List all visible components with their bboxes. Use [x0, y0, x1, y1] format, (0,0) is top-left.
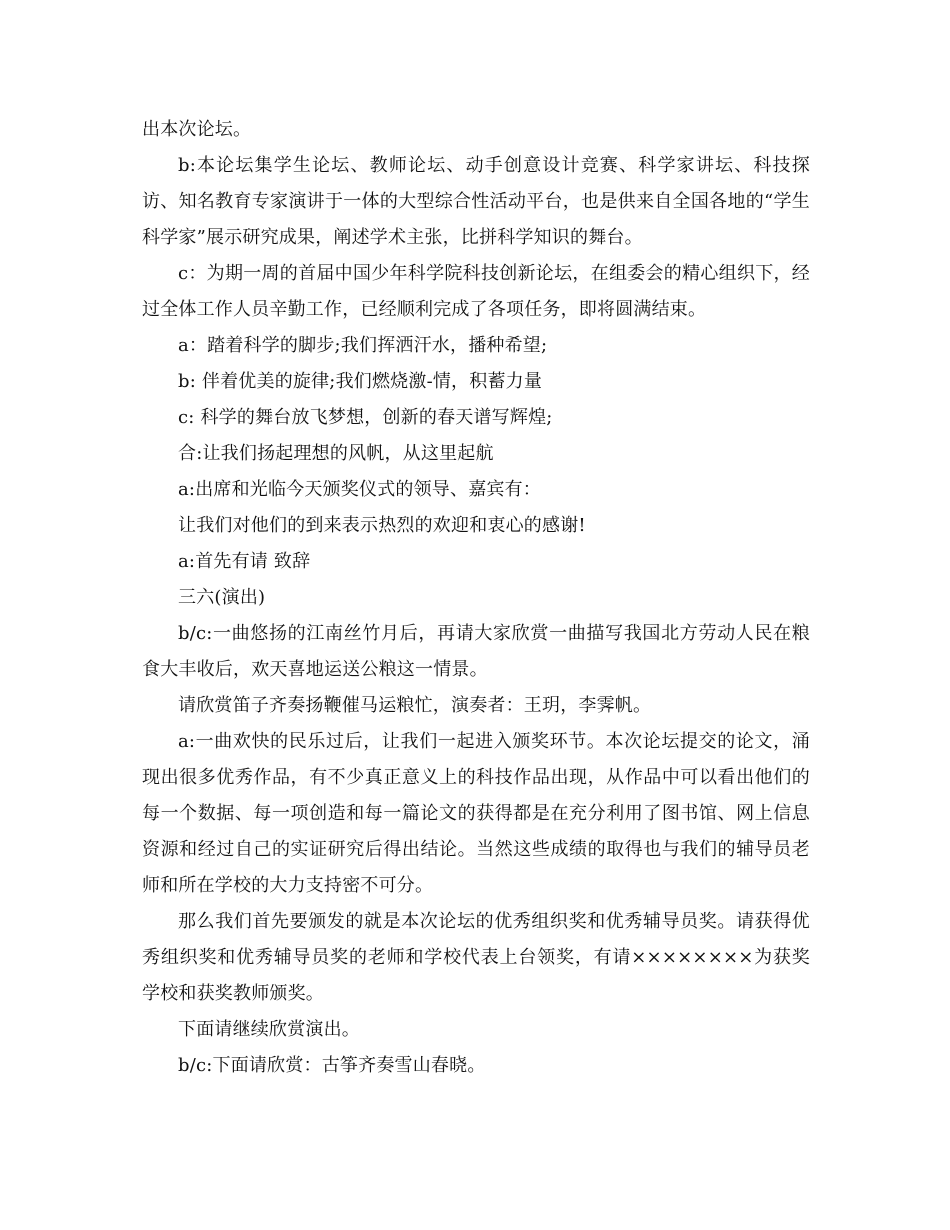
paragraph-7: 合:让我们扬起理想的风帆，从这里起航: [178, 443, 494, 464]
paragraph-9: 让我们对他们的到来表示热烈的欢迎和衷心的感谢!: [178, 515, 586, 536]
document-body: [142, 112, 810, 1084]
paragraph-12: b/c:一曲悠扬的江南丝竹月后，再请大家欣赏一曲描写我国北方劳动人民在粮食大丰收后，欢天喜地运送公粮这一情景。: [142, 623, 810, 680]
paragraph-5: b: 伴着优美的旋律;我们燃烧激-情，积蓄力量: [178, 371, 543, 392]
paragraph-4: a：踏着科学的脚步;我们挥洒汗水，播种希望;: [178, 335, 548, 356]
paragraph-2: b:本论坛集学生论坛、教师论坛、动手创意设计竞赛、科学家讲坛、科技探访、知名教育专家演讲于一体的大型综合性活动平台，也是供来自全国各地的“学生科学家”展示研究成果，阐述学术主张，比拼科学知识的舞台。: [142, 155, 810, 248]
paragraph-14: a:一曲欢快的民乐过后，让我们一起进入颁奖环节。本次论坛提交的论文，涌现出很多优秀作品，有不少真正意义上的科技作品出现，从作品中可以看出他们的每一个数据、每一项创造和每一篇论文的获得都是在充分利用了图书馆、网上信息资源和经过自己的实证研究后得出结论。当然这些成绩的取得也与我们的辅导员老师和所在学校的大力支持密不可分。: [142, 731, 810, 896]
paragraph-11: 三六(演出): [178, 587, 266, 608]
paragraph-6: c: 科学的舞台放飞梦想，创新的春天谱写辉煌;: [178, 407, 553, 428]
paragraph-10: a:首先有请 致辞: [178, 551, 311, 572]
paragraph-1: 出本次论坛。: [142, 119, 252, 140]
paragraph-3: c：为期一周的首届中国少年科学院科技创新论坛，在组委会的精心组织下，经过全体工作人员辛勤工作，已经顺利完成了各项任务，即将圆满结束。: [142, 263, 810, 320]
paragraph-8: a:出席和光临今天颁奖仪式的领导、嘉宾有：: [178, 479, 541, 500]
paragraph-15: 那么我们首先要颁发的就是本次论坛的优秀组织奖和优秀辅导员奖。请获得优秀组织奖和优秀辅导员奖的老师和学校代表上台领奖，有请××××××××为获奖学校和获奖教师颁奖。: [142, 911, 810, 1004]
paragraph-13: 请欣赏笛子齐奏扬鞭催马运粮忙，演奏者：王玥，李霁帆。: [178, 695, 652, 716]
paragraph-17: b/c:下面请欣赏：古筝齐奏雪山春晓。: [178, 1055, 486, 1076]
paragraph-16: 下面请继续欣赏演出。: [178, 1019, 360, 1040]
